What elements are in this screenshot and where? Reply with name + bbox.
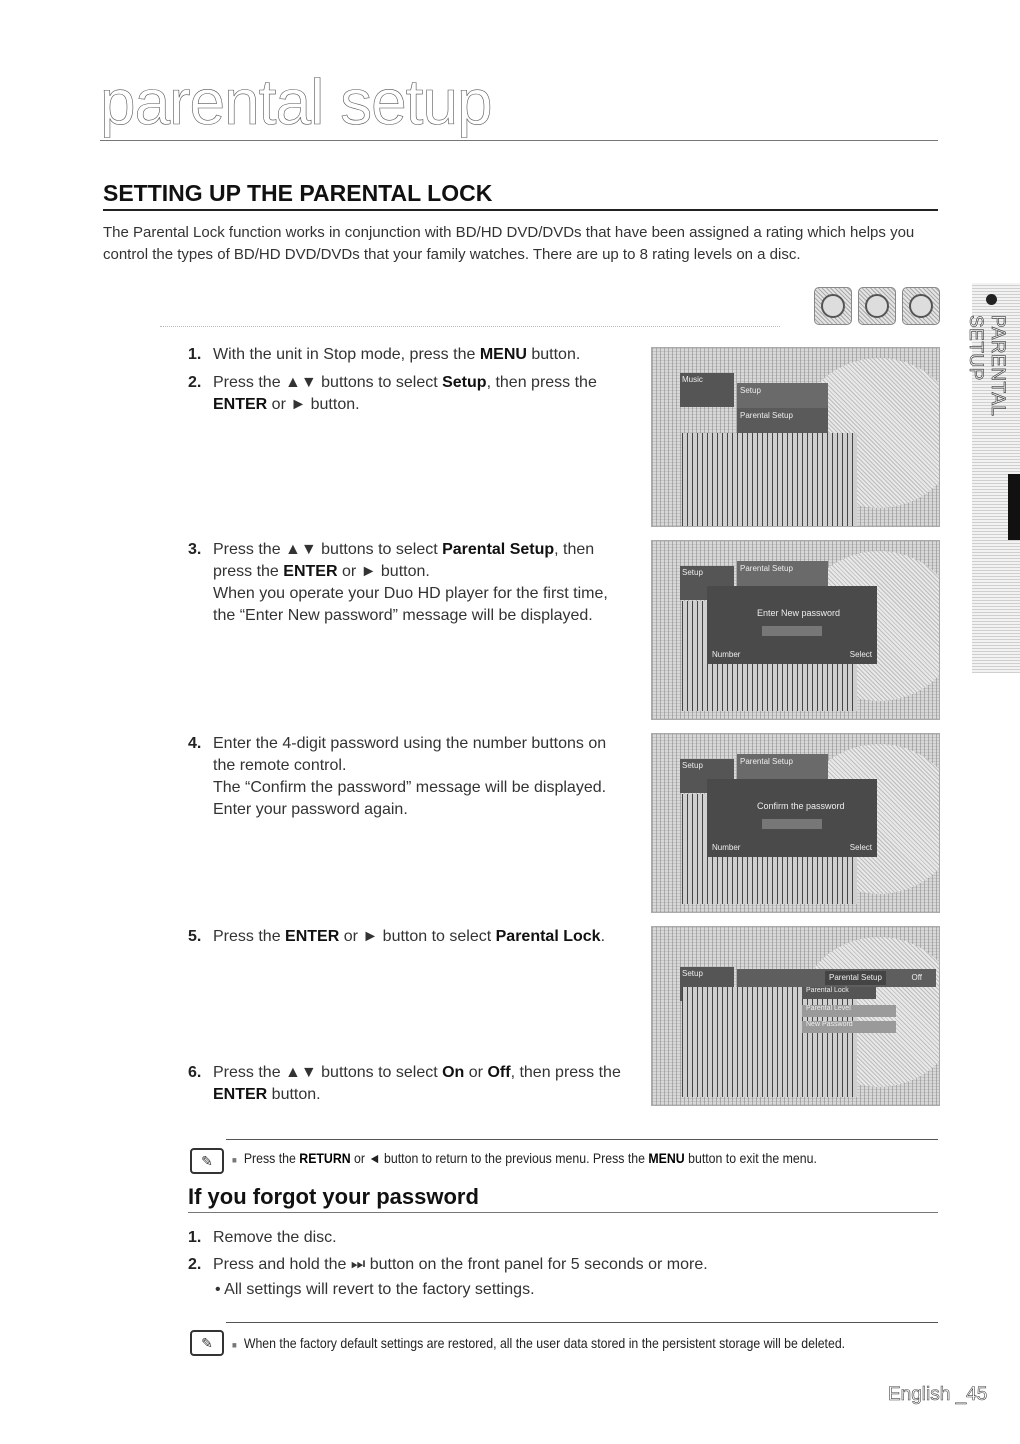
dotted-divider xyxy=(160,326,780,327)
note-rule xyxy=(226,1139,938,1140)
forgot-step-2: 2. Press and hold the ⏭ button on the front panel for 5 seconds or more. xyxy=(188,1256,708,1273)
menu-item-parental-setup: Parental Setup xyxy=(737,408,828,436)
confirm-dialog: Confirm the password Number Select xyxy=(707,779,877,857)
bd-disc-icon xyxy=(814,287,852,325)
note-icon: ✎ xyxy=(190,1148,224,1174)
forgot-step-1: 1. Remove the disc. xyxy=(188,1229,337,1246)
step-2: 2. Press the ▲▼ buttons to select Setup, then press the ENTER or ► button. xyxy=(188,374,597,413)
step-3: 3. Press the ▲▼ buttons to select Parental Setup, then press the ENTER or ► button. When you operate your Duo HD player for the first time, the “Enter New password” message will be displayed. xyxy=(188,541,608,624)
forgot-password-title: If you forgot your password xyxy=(188,1184,479,1209)
screenshot-parental-lock: Setup Parental Setup Off Parental Level New Password Parental Lock xyxy=(651,926,940,1106)
note-return-menu: ■ Press the RETURN or ◄ button to return to the previous menu. Press the MENU button to exit the menu. xyxy=(232,1150,817,1166)
forgot-password-rule xyxy=(188,1212,938,1213)
forgot-bullet: • All settings will revert to the factory settings. xyxy=(215,1281,535,1298)
screenshot-confirm-password: Setup Parental Setup Confirm the password Number Select xyxy=(651,733,940,913)
chapter-title: parental setup xyxy=(100,66,492,138)
side-tab-bullet-icon xyxy=(986,294,997,305)
page-number: English _45 xyxy=(888,1384,988,1405)
note2-icon: ✎ xyxy=(190,1330,224,1356)
step-6: 6. Press the ▲▼ buttons to select On or Off, then press the ENTER button. xyxy=(188,1064,621,1103)
step-5: 5. Press the ENTER or ► button to select Parental Lock. xyxy=(188,928,606,945)
disc-icons xyxy=(814,287,940,325)
password-dialog: Enter New password Number Select xyxy=(707,586,877,664)
note2-rule xyxy=(226,1322,938,1323)
section-title: SETTING UP THE PARENTAL LOCK xyxy=(103,180,493,206)
side-tab-marker xyxy=(1008,474,1020,540)
section-rule xyxy=(103,209,938,211)
note-factory-reset: ■ When the factory default settings are restored, all the user data stored in the persistent storage will be deleted. xyxy=(232,1335,846,1351)
intro-paragraph: The Parental Lock function works in conjunction with BD/HD DVD/DVDs that have been assigned a rating which helps you control the types of BD/HD DVD/DVDs that your family watches. There are up to 8 rating levels on a disc. xyxy=(103,224,915,263)
side-tab-label: PARENTAL SETUP xyxy=(965,315,1008,416)
hd-dvd-disc-icon xyxy=(858,287,896,325)
dvd-disc-icon xyxy=(902,287,940,325)
menu-item-setup: Setup xyxy=(737,383,828,411)
menu-item-music: Music xyxy=(680,373,734,407)
chapter-rule xyxy=(100,140,938,141)
parental-lock-row: Parental Setup Off xyxy=(737,969,936,987)
screenshot-enter-new-password: Setup Parental Setup Enter New password Number Select xyxy=(651,540,940,720)
step-1: 1. With the unit in Stop mode, press the MENU button. xyxy=(188,346,581,363)
screenshot-setup-menu xyxy=(651,347,940,527)
step-4: 4. Enter the 4-digit password using the number buttons on the remote control. The “Confirm the password” message will be displayed. Enter your password again. xyxy=(188,735,607,818)
